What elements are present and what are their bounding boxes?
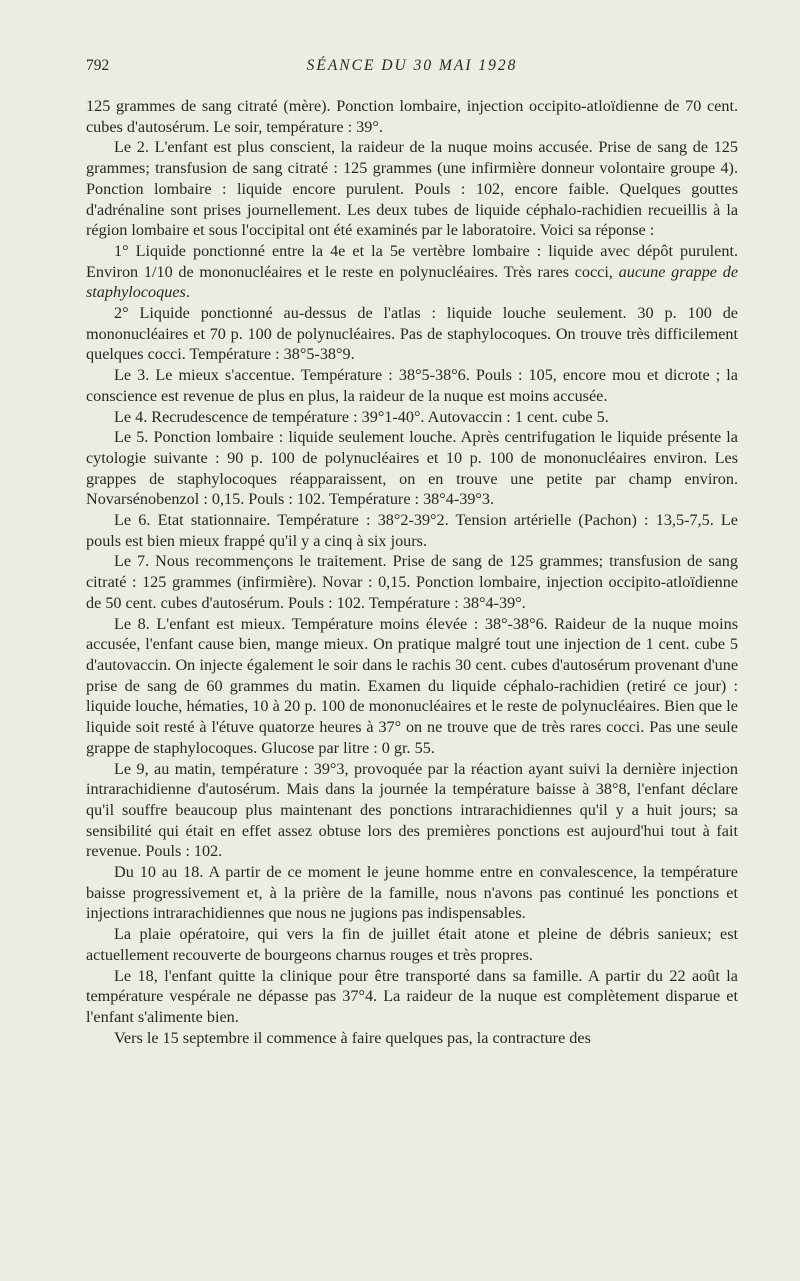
- italic-text: aucune grappe de staphylocoques: [86, 262, 739, 302]
- paragraph: [86, 96, 738, 137]
- paragraph-text: Le 18, l'enfant quitte la clinique pour être transporté dans sa famille. A partir du 22 août la température vespérale ne dépasse pas 37°4. La raideur de la nuque est complètement disparue et l'enfant s'alimente bien.: [86, 966, 738, 1026]
- paragraph-text: Le 2. L'enfant est plus conscient, la raideur de la nuque moins accusée. Prise de sang de 125 grammes; transfusion de sang citraté : 125 grammes (une infirmière donneur volontaire groupe 4). Ponction lombaire : liquide encore purulent. Pouls : 102, encore faible. Quelques gouttes d'adrénaline sont prises journellement. Les deux tubes de liquide céphalo-rachidien recueillis à la région lombaire et sous l'occipital ont été examinés par le laboratoire. Voici sa réponse :: [86, 138, 738, 240]
- paragraph: [86, 551, 738, 613]
- paragraph: [86, 966, 738, 1028]
- paragraph: [86, 1028, 738, 1049]
- page-number: 792: [86, 57, 110, 74]
- paragraph-text: Le 7. Nous recommençons le traitement. Prise de sang de 125 grammes; transfusion de sang citraté : 125 grammes (infirmière). Novar : 0,15. Ponction lombaire, injection occipito-atloïdienne de 50 cent. cubes d'autosérum. Pouls : 102. Température : 38°4-39°.: [86, 552, 738, 612]
- paragraph-text: Le 6. Etat stationnaire. Température : 38°2-39°2. Tension artérielle (Pachon) : 13,5-7,5. Le pouls est bien mieux frappé qu'il y a cinq à six jours.: [86, 511, 738, 550]
- paragraph: [86, 407, 738, 428]
- paragraph-text: Le 9, au matin, température : 39°3, provoquée par la réaction ayant suivi la dernière injection intrarachidienne d'autosérum. Mais dans la journée la température baisse à 38°8, l'enfant déclare qu'il souffre beaucoup plus maintenant des ponctions intrarachidiennes qu'il y a huit jours; sa sensibilité qui était en effet assez obtuse lors des premières ponctions est aujourd'hui tout à fait revenue. Pouls : 102.: [86, 759, 738, 861]
- paragraph-text: Le 5. Ponction lombaire : liquide seulement louche. Après centrifugation le liquide présente la cytologie suivante : 90 p. 100 de polynucléaires et 10 p. 100 de mononucléaires environ. Les grappes de staphylocoques réapparaissent, on en trouve une petite par champ environ. Novarsénobenzol : 0,15. Pouls : 102. Température : 38°4-39°3.: [86, 428, 738, 509]
- paragraph-text: 2° Liquide ponctionné au-dessus de l'atlas : liquide louche seulement. 30 p. 100 de mononucléaires et 70 p. 100 de polynucléaires. Pas de staphylocoques. On trouve très difficilement quelques cocci. Température : 38°5-38°9.: [86, 304, 738, 364]
- paragraph: [86, 365, 738, 406]
- paragraph-text: 1° Liquide ponctionné entre la 4e et la 5e vertèbre lombaire : liquide avec dépôt purulent. Environ 1/10 de mononucléaires et le reste en polynucléaires. Très rares cocci,: [86, 241, 738, 281]
- paragraph: [86, 862, 738, 924]
- paragraph: [86, 759, 738, 863]
- paragraph-text: Le 8. L'enfant est mieux. Température moins élevée : 38°-38°6. Raideur de la nuque moins accusée, l'enfant cause bien, mange mieux. On pratique malgré tout une injection de 1 cent. cube 5 d'autovaccin. On injecte également le soir dans le rachis 30 cent. cubes d'autosérum provenant d'une prise de sang de 60 grammes du matin. Examen du liquide céphalo-rachidien (retiré ce jour) : liquide louche, hématies, 10 à 20 p. 100 de mononucléaires et le reste de polynucléaires. Bien que le liquide soit resté à l'étuve quatorze heures à 37° on ne trouve que de très rares cocci. Pas une seule grappe de staphylocoques. Glucose par litre : 0 gr. 55.: [86, 614, 738, 757]
- paragraph: [86, 614, 738, 759]
- paragraph: [86, 241, 738, 303]
- paragraph-text: Du 10 au 18. A partir de ce moment le jeune homme entre en convalescence, la température baisse progressivement et, à la prière de la famille, nous n'avons pas continué les ponctions et injections intrarachidiennes que nous ne jugions pas indispensables.: [86, 863, 738, 923]
- paragraph: [86, 924, 738, 965]
- paragraph-text: Vers le 15 septembre il commence à faire quelques pas, la contracture des: [114, 1028, 591, 1047]
- running-title: SÉANCE DU 30 MAI 1928: [306, 57, 518, 74]
- paragraph-text: 125 grammes de sang citraté (mère). Ponction lombaire, injection occipito-atloïdienne de 70 cent. cubes d'autosérum. Le soir, température : 39°.: [86, 97, 738, 136]
- paragraph: [86, 510, 738, 551]
- paragraph-text: Le 3. Le mieux s'accentue. Température : 38°5-38°6. Pouls : 105, encore mou et dicrote ; la conscience est revenue de plus en plus, la raideur de la nuque est moins accusée.: [86, 366, 738, 405]
- paragraph: [86, 303, 738, 365]
- page-header: [86, 57, 738, 77]
- paragraph-text: Le 4. Recrudescence de température : 39°1-40°. Autovaccin : 1 cent. cube 5.: [114, 407, 609, 426]
- body-text: [86, 96, 738, 1048]
- paragraph: [86, 427, 738, 510]
- paragraph: [86, 137, 738, 241]
- paragraph-text: La plaie opératoire, qui vers la fin de juillet était atone et pleine de débris sanieux; est actuellement recouverte de bourgeons charnus rouges et très propres.: [86, 925, 738, 964]
- paragraph-text: .: [185, 283, 190, 302]
